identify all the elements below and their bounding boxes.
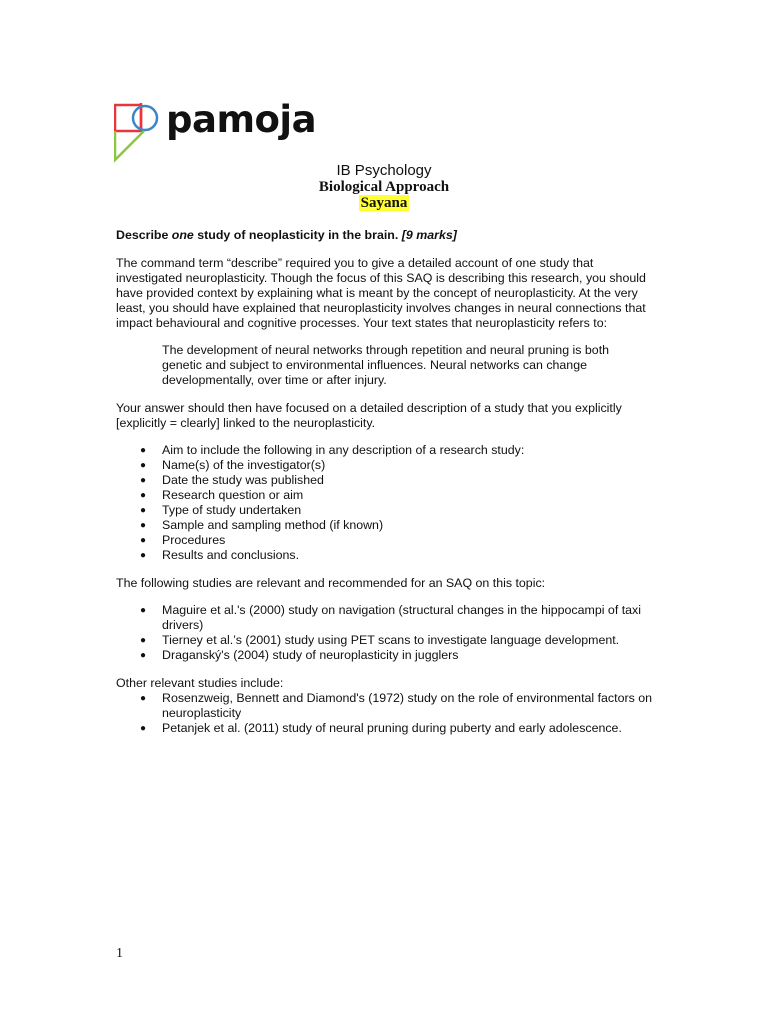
list-item <box>116 443 656 458</box>
bullet-icon: ● <box>140 445 147 456</box>
list-item <box>116 691 656 721</box>
bullet-icon: ● <box>140 490 147 501</box>
intro-paragraph: The command term “describe” required you to give a detailed account of one study that investigated neuroplasticity. Though the focus of this SAQ is describing this research, you should have provided context by explaining what is meant by the concept of neuroplasticity. At the very least, you should have explained that neuroplasticity involves changes in neural connections that impact behavioural and cognitive processes. Your text states that neuroplasticity refers to: <box>116 256 646 330</box>
document-body <box>116 228 656 749</box>
description-checklist <box>116 443 656 563</box>
list-item-text: Petanjek et al. (2011) study of neural pruning during puberty and early adolescence. <box>162 721 622 735</box>
bullet-icon: ● <box>140 635 147 646</box>
bullet-icon: ● <box>140 605 147 616</box>
list-item-text: Date the study was published <box>162 473 324 487</box>
list-item-text: Rosenzweig, Bennett and Diamond's (1972) study on the role of environmental factors on neuroplasticity <box>162 691 653 720</box>
question-prefix: Describe <box>116 228 172 242</box>
list-item <box>116 473 656 488</box>
list-item-text: Procedures <box>162 533 226 547</box>
bullet-icon: ● <box>140 505 147 516</box>
bullet-icon: ● <box>140 650 147 661</box>
list-item <box>116 488 656 503</box>
list-item <box>116 721 656 736</box>
list-item <box>116 648 656 663</box>
list-item <box>116 518 656 533</box>
other-studies-intro: Other relevant studies include: <box>116 676 284 690</box>
list-item-text: Maguire et al.'s (2000) study on navigation (structural changes in the hippocampi of taxi drivers) <box>162 603 641 632</box>
bullet-icon: ● <box>140 475 147 486</box>
question-marks: [9 marks] <box>401 228 457 242</box>
definition-quote: The development of neural networks through repetition and neural pruning is both genetic and subject to environmental influences. Neural networks can change developmentally, over time or after injury. <box>162 343 610 387</box>
course-title: IB Psychology <box>336 162 432 179</box>
list-item-text: Aim to include the following in any description of a research study: <box>162 443 525 457</box>
pamoja-logo-mark <box>114 100 162 164</box>
pamoja-logo <box>114 100 334 164</box>
bullet-icon: ● <box>140 723 147 734</box>
question-heading <box>116 228 656 243</box>
question-emphasis: one <box>171 228 194 242</box>
pamoja-wordmark: pamoja <box>166 98 317 141</box>
list-item-text: Research question or aim <box>162 488 304 502</box>
recommended-studies-list <box>116 603 656 663</box>
bullet-icon: ● <box>140 535 147 546</box>
bullet-icon: ● <box>140 460 147 471</box>
list-item <box>116 458 656 473</box>
list-item <box>116 503 656 518</box>
unit-title: Biological Approach <box>318 179 450 195</box>
list-item-text: Tierney et al.’s (2001) study using PET scans to investigate language development. <box>162 633 620 647</box>
bullet-icon: ● <box>140 520 147 531</box>
list-item-text: Type of study undertaken <box>162 503 302 517</box>
bullet-icon: ● <box>140 550 147 561</box>
page-number: 1 <box>116 946 123 961</box>
list-item-text: Draganský's (2004) study of neuroplasticity in jugglers <box>162 648 459 662</box>
list-item-text: Name(s) of the investigator(s) <box>162 458 326 472</box>
list-item <box>116 533 656 548</box>
list-item <box>116 548 656 563</box>
list-item <box>116 603 656 633</box>
student-name-highlight: Sayana <box>360 195 408 211</box>
other-studies-list <box>116 691 656 736</box>
question-middle: study of neoplasticity in the brain. <box>193 228 402 242</box>
recommended-intro: The following studies are relevant and recommended for an SAQ on this topic: <box>116 576 546 590</box>
student-name-line <box>0 195 768 212</box>
list-item-text: Results and conclusions. <box>162 548 300 562</box>
list-item <box>116 633 656 648</box>
focus-paragraph: Your answer should then have focused on a detailed description of a study that you explicitly [explicitly = clearly] linked to the neuroplasticity. <box>116 401 622 430</box>
list-item-text: Sample and sampling method (if known) <box>162 518 384 532</box>
bullet-icon: ● <box>140 693 147 704</box>
